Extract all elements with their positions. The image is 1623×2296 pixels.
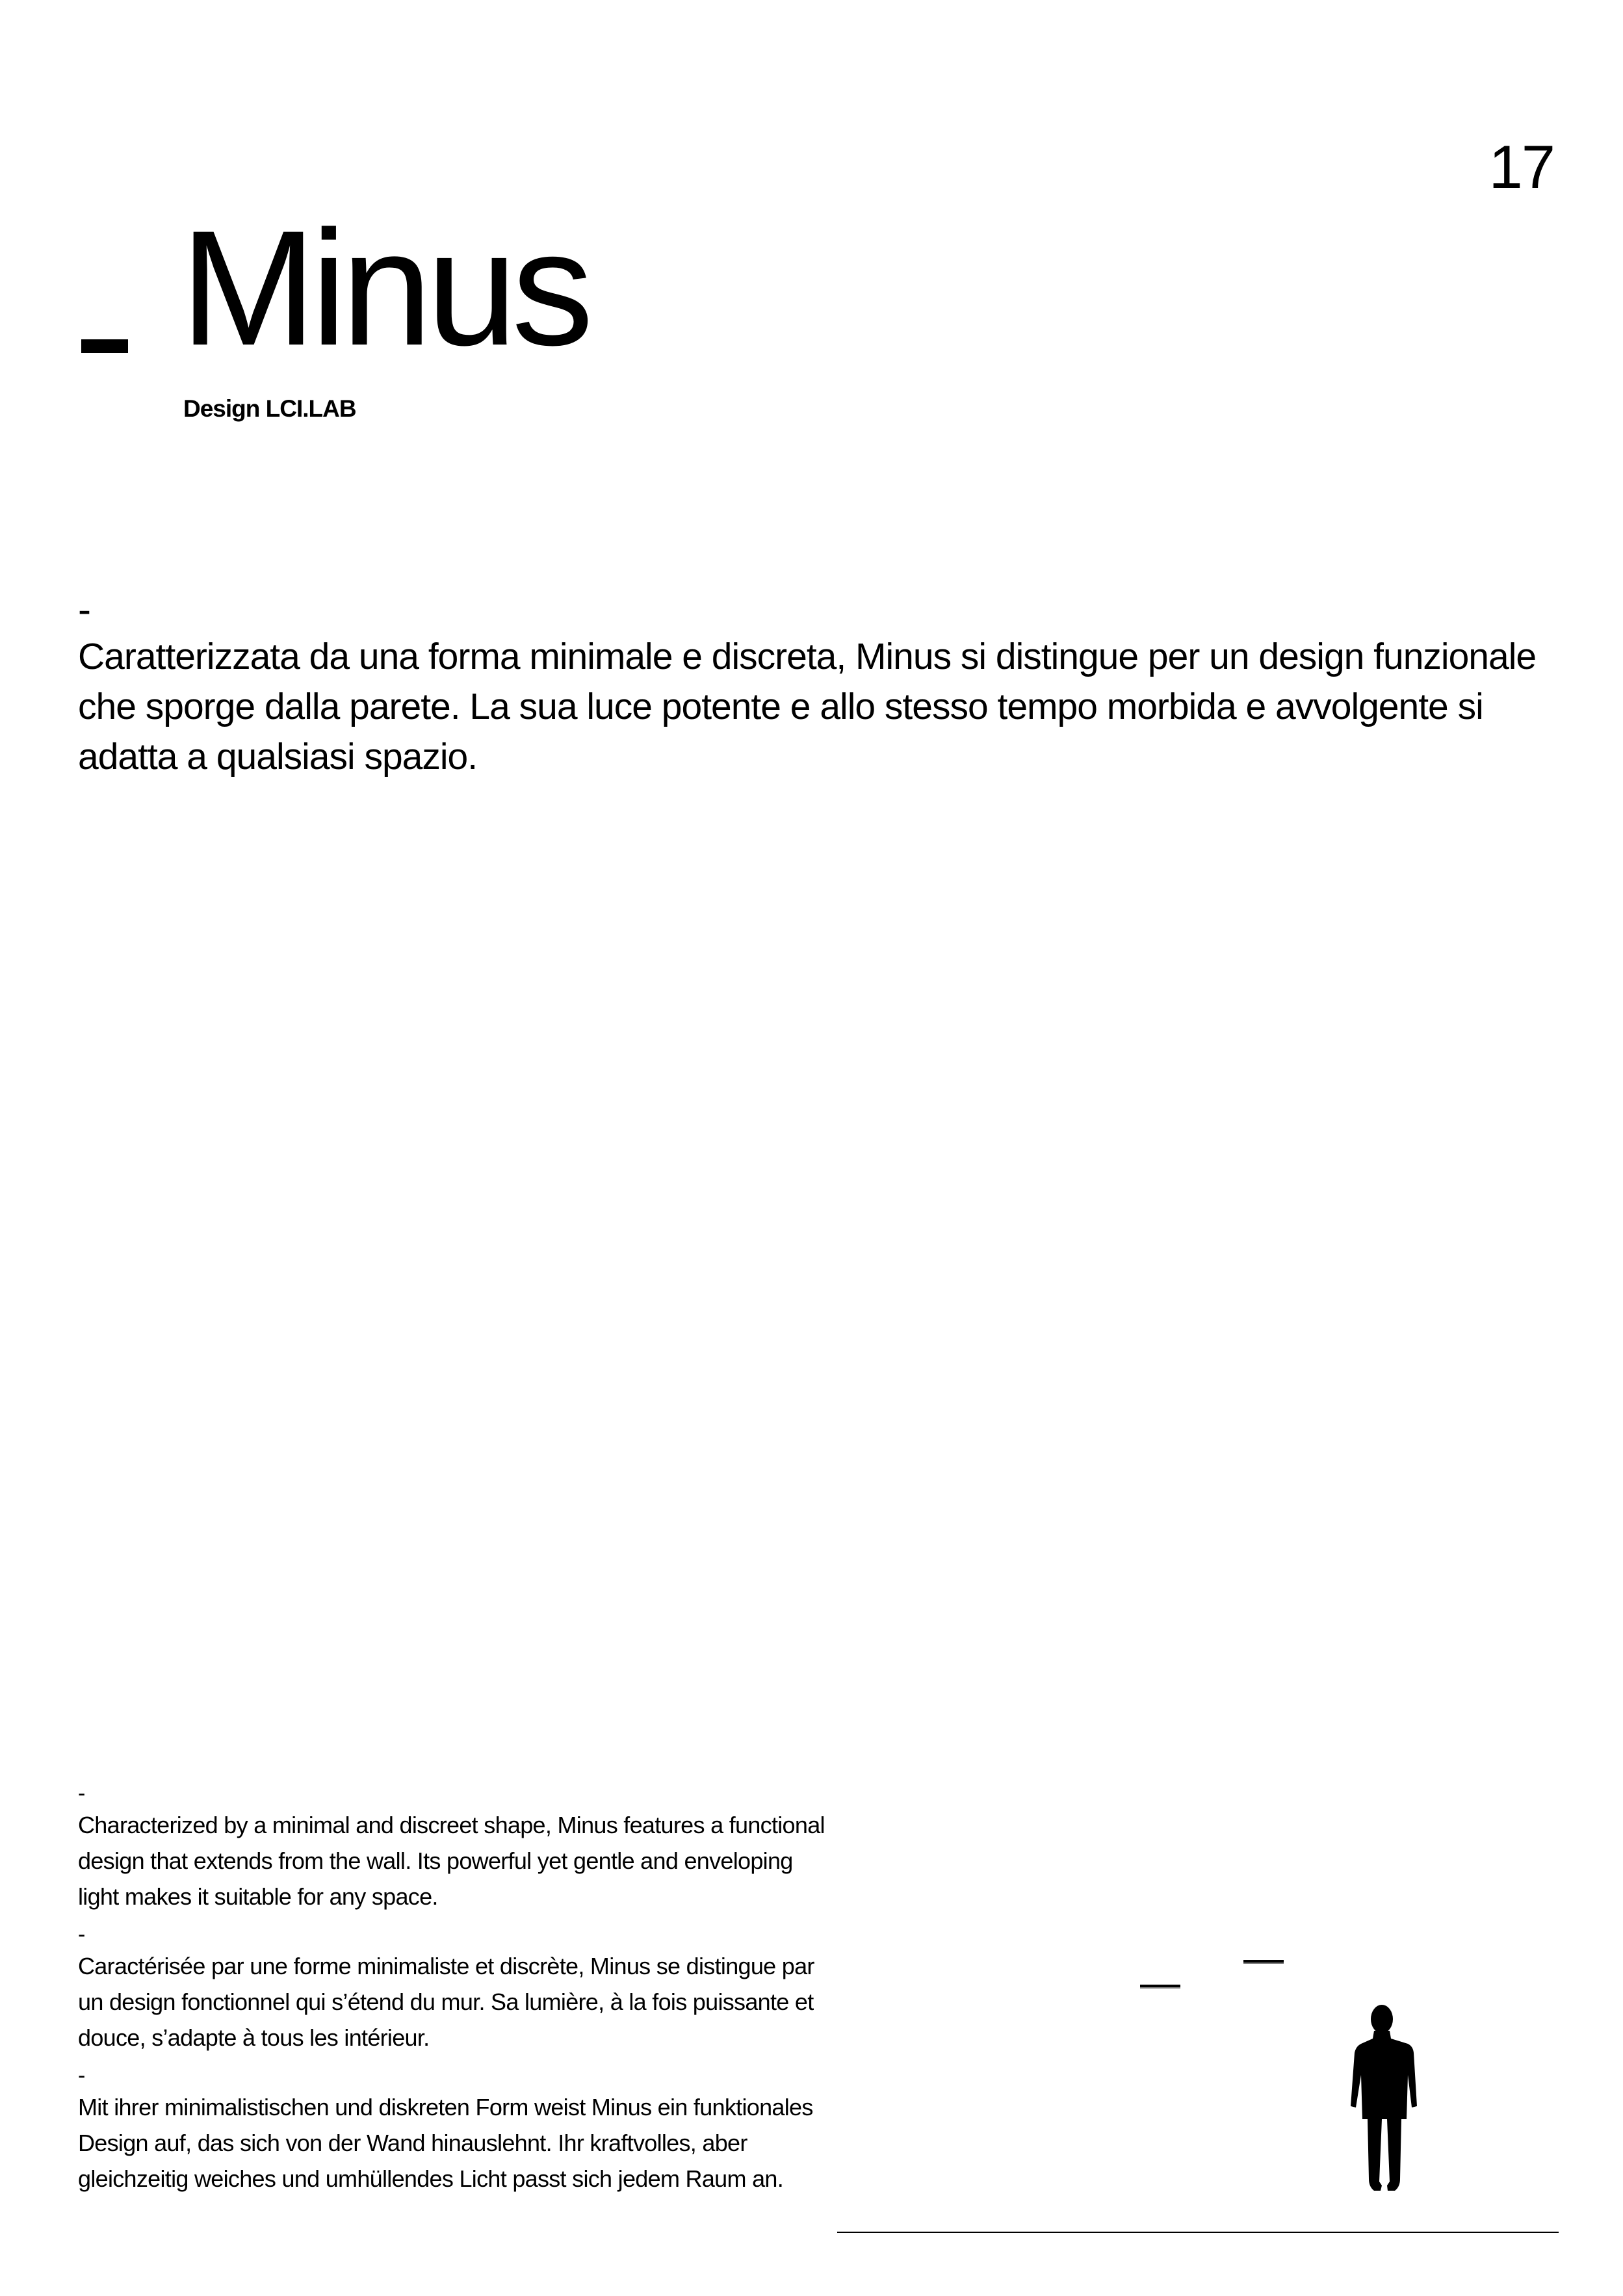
translation-dash: -: [78, 1781, 85, 1806]
designer-credit: Design LCI.LAB: [183, 395, 356, 422]
translation-german-text: Mit ihrer minimalistischen und diskreten Form weist Minus ein funktionales Design auf, das sich von der Wand hinauslehnt. Ihr kraftvolles, aber gleichzeitig weiches und umhüllendes Licht passt sich jedem Raum an.: [78, 2094, 813, 2192]
translation-french: [78, 1922, 832, 2055]
lamp-profile-small-base: [1140, 1987, 1180, 1989]
translation-german: [78, 2063, 832, 2197]
translation-dash: -: [78, 1922, 85, 1947]
translation-dash: -: [78, 2063, 85, 2088]
translation-english: [78, 1781, 832, 1914]
lamp-profile-large: [1243, 1960, 1284, 1963]
scale-illustration: [837, 1924, 1559, 2236]
lamp-profile-small: [1140, 1985, 1180, 1987]
translations-column: [78, 1781, 832, 2208]
product-title: Minus: [180, 197, 588, 380]
translation-english-text: Characterized by a minimal and discreet shape, Minus features a functional design that extends from the wall. Its powerful yet gentle and enveloping light makes it suitable for any space.: [78, 1812, 825, 1910]
lamp-profile-large-base: [1243, 1963, 1284, 1964]
person-silhouette-icon: [1351, 2005, 1417, 2191]
title-dash-mark: [81, 339, 128, 353]
translation-french-text: Caractérisée par une forme minimaliste et discrète, Minus se distingue par un design fonctionnel qui s’étend du mur. Sa lumière, à la fois puissante et douce, s’adapte à tous les intérieur.: [78, 1953, 814, 2051]
intro-dash: -: [78, 588, 91, 631]
intro-italian-text: Caratterizzata da una forma minimale e discreta, Minus si distingue per un design funzionale che sporge dalla parete. La sua luce potente e allo stesso tempo morbida e avvolgente si adatta a qualsiasi spazio.: [78, 636, 1537, 777]
page-number: 17: [1488, 133, 1554, 201]
